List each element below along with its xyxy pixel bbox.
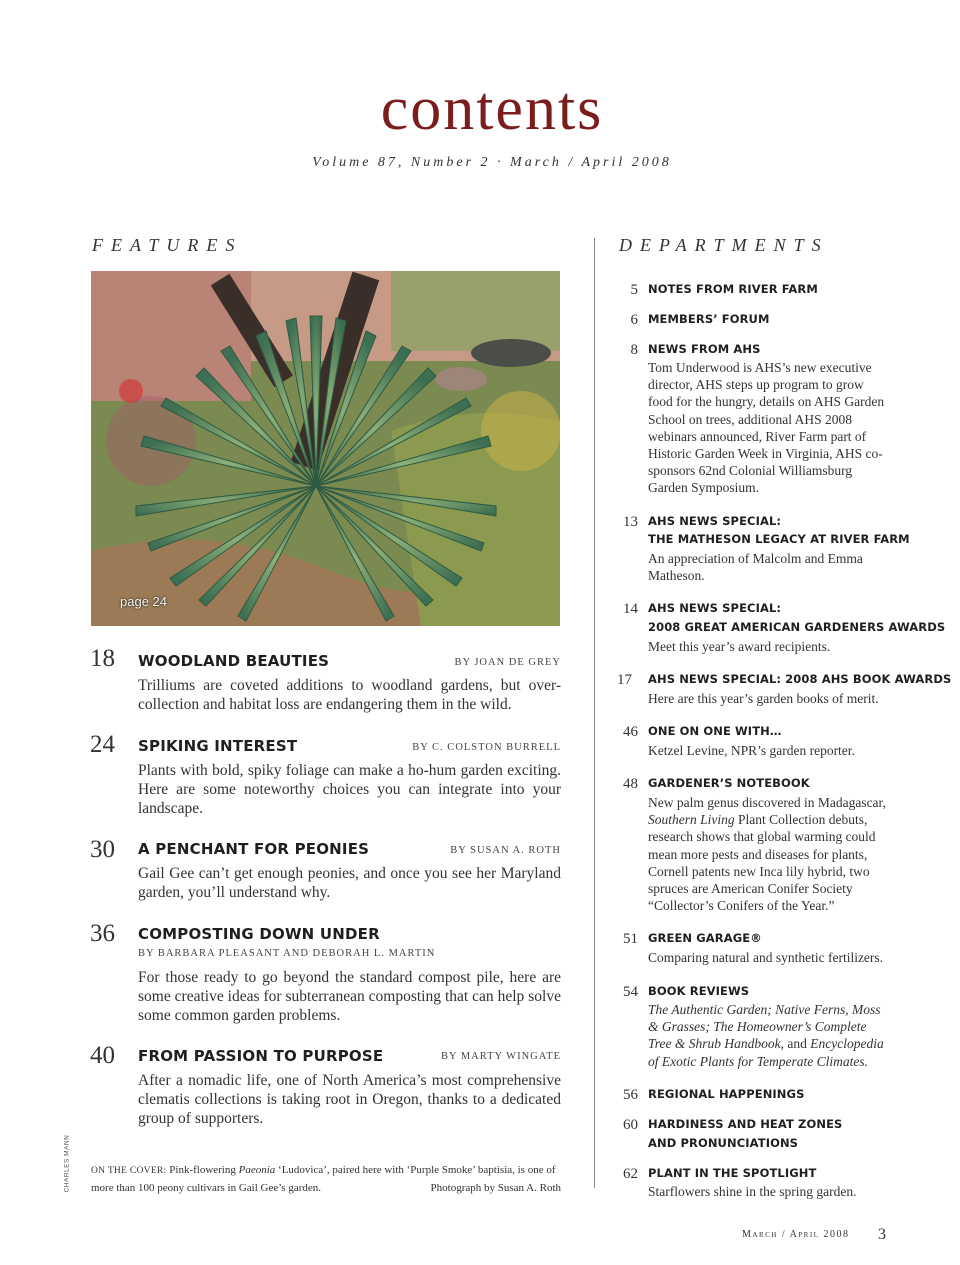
dept-page-number: 46: [623, 724, 638, 740]
feature-description: Gail Gee can’t get enough peonies, and once you see her Maryland garden, you’ll understand why.: [138, 865, 561, 901]
feature-description: Trilliums are coveted additions to woodland gardens, but over-collection and habitat loss are endangering them in the wild.: [138, 677, 561, 713]
dept-title[interactable]: NEWS FROM AHS: [648, 342, 761, 356]
feature-photo[interactable]: [91, 271, 560, 626]
dept-title[interactable]: BOOK REVIEWS: [648, 984, 750, 998]
dept-page-number: 8: [630, 342, 638, 358]
dept-page-number: 5: [630, 282, 638, 298]
dept-desc-italic: The Authentic Garden; Native Ferns, Moss & Grasses; The Homeowner’s Complete Tree & Shrub Handbook,: [648, 1002, 881, 1052]
dept-page-number: 56: [623, 1087, 638, 1103]
dept-description: Ketzel Levine, NPR’s garden reporter.: [648, 743, 855, 758]
dept-title[interactable]: GREEN GARAGE®: [648, 931, 762, 945]
feature-page-number: 24: [90, 731, 115, 758]
dept-desc-text: Plant Collection debuts, research shows that global warming could mean more pests and diseases for plants, Cornell patents new Inca lily hybrid, two spruces are American Conifer Society “Collector’s Conifers of the Year.”: [648, 812, 876, 914]
feature-byline: BY C. COLSTON BURRELL: [412, 742, 561, 753]
dept-desc-text: New palm genus discovered in Madagascar,: [648, 795, 886, 810]
dept-page-number: 17: [617, 672, 632, 688]
feature-page-number: 36: [90, 920, 115, 947]
cover-caption: [91, 1162, 561, 1197]
feature-page-number: 18: [90, 645, 115, 672]
feature-title[interactable]: FROM PASSION TO PURPOSE: [138, 1047, 384, 1065]
dept-title[interactable]: AHS NEWS SPECIAL:: [648, 514, 782, 528]
feature-title[interactable]: A PENCHANT FOR PEONIES: [138, 840, 370, 858]
feature-title[interactable]: COMPOSTING DOWN UNDER: [138, 925, 380, 943]
dept-description: [648, 794, 890, 914]
dept-title[interactable]: PLANT IN THE SPOTLIGHT: [648, 1166, 817, 1180]
page-title: contents: [380, 75, 604, 143]
dept-desc-italic: Southern Living: [648, 812, 735, 828]
dept-title[interactable]: ONE ON ONE WITH…: [648, 724, 782, 738]
feature-title[interactable]: SPIKING INTEREST: [138, 737, 298, 755]
feature-title[interactable]: WOODLAND BEAUTIES: [138, 652, 330, 670]
issue-volume: Volume 87, Number 2 · March / April 2008: [312, 155, 672, 170]
dept-page-number: 48: [623, 776, 638, 792]
departments-heading: DEPARTMENTS: [619, 235, 829, 255]
dept-desc-text: and: [784, 1036, 811, 1052]
cover-text: ‘Ludovica’, paired here with ‘Purple Smoke’ baptisia, is one of more than 100 peony cultivars in Gail Gee’s garden.: [91, 1164, 556, 1194]
footer-issue: [742, 1229, 849, 1240]
cover-text: Pink-flowering: [166, 1164, 239, 1176]
dept-title[interactable]: MEMBERS’ FORUM: [648, 312, 770, 326]
dept-page-number: 6: [630, 312, 638, 328]
feature-byline: BY SUSAN A. ROTH: [450, 845, 561, 856]
page-number: 3: [878, 1226, 886, 1243]
dept-page-number: 51: [623, 931, 638, 947]
features-heading: FEATURES: [92, 235, 243, 255]
dept-title[interactable]: GARDENER’S NOTEBOOK: [648, 776, 810, 790]
cover-italic: Paeonia: [238, 1164, 276, 1176]
cover-lead: ON THE COVER:: [91, 1166, 167, 1176]
dept-description: [648, 1001, 890, 1070]
footer-issue-text: March / April 2008: [742, 1229, 850, 1240]
dept-title[interactable]: REGIONAL HAPPENINGS: [648, 1087, 805, 1101]
dept-page-number: 62: [623, 1166, 638, 1182]
feature-description: For those ready to go beyond the standard compost pile, here are some creative ideas for subterranean composting that can help solve some common garden problems.: [138, 969, 561, 1024]
dept-title-line2[interactable]: 2008 GREAT AMERICAN GARDENERS AWARDS: [648, 620, 946, 634]
dept-title[interactable]: AHS NEWS SPECIAL: 2008 AHS BOOK AWARDS: [648, 672, 952, 686]
dept-page-number: 54: [623, 984, 638, 1000]
photo-credit-vertical: CHARLES MANN: [63, 1134, 71, 1193]
dept-description: Here are this year’s garden books of merit.: [648, 691, 879, 706]
agave-garden-image: [91, 271, 560, 626]
dept-page-number: 14: [623, 601, 638, 617]
dept-title[interactable]: NOTES FROM RIVER FARM: [648, 282, 818, 296]
photo-page-label: page 24: [120, 594, 167, 609]
dept-title[interactable]: AHS NEWS SPECIAL:: [648, 601, 782, 615]
cover-photo-credit: Photograph by Susan A. Roth: [430, 1182, 561, 1194]
feature-description: Plants with bold, spiky foliage can make a ho-hum garden exciting. Here are some noteworthy choices you can integrate into your landscape.: [138, 762, 561, 817]
feature-description: After a nomadic life, one of North America’s most comprehensive clematis collections is taking root in Oregon, thanks to a dedicated group of supporters.: [138, 1072, 561, 1127]
dept-title-line2[interactable]: THE MATHESON LEGACY AT RIVER FARM: [648, 532, 910, 546]
dept-page-number: 60: [623, 1117, 638, 1133]
feature-page-number: 40: [90, 1042, 115, 1069]
dept-title[interactable]: HARDINESS AND HEAT ZONES: [648, 1117, 843, 1131]
dept-description: Meet this year’s award recipients.: [648, 639, 831, 654]
dept-description: Tom Underwood is AHS’s new executive director, AHS steps up program to grow food for the hungry, details on AHS Garden School on trees, additional AHS 2008 webinars announced, River Farm part of Historic Garden Week in Virginia, AHS co-sponsors 62nd Colonial Williamsburg Garden Symposium.: [648, 360, 885, 496]
feature-byline: BY MARTY WINGATE: [441, 1051, 561, 1062]
feature-byline: BY BARBARA PLEASANT AND DEBORAH L. MARTIN: [138, 948, 436, 959]
dept-page-number: 13: [623, 514, 638, 530]
dept-title-line2[interactable]: AND PRONUNCIATIONS: [648, 1136, 799, 1150]
dept-description: Comparing natural and synthetic fertilizers.: [648, 950, 884, 965]
column-divider: [594, 238, 595, 1188]
dept-description: An appreciation of Malcolm and Emma Matheson.: [648, 551, 863, 584]
feature-page-number: 30: [90, 836, 115, 863]
dept-desc-italic: Encyclopedia of Exotic Plants for Temperate Climates.: [648, 1036, 884, 1069]
dept-description: Starflowers shine in the spring garden.: [648, 1184, 857, 1199]
feature-byline: BY JOAN DE GREY: [454, 657, 561, 668]
